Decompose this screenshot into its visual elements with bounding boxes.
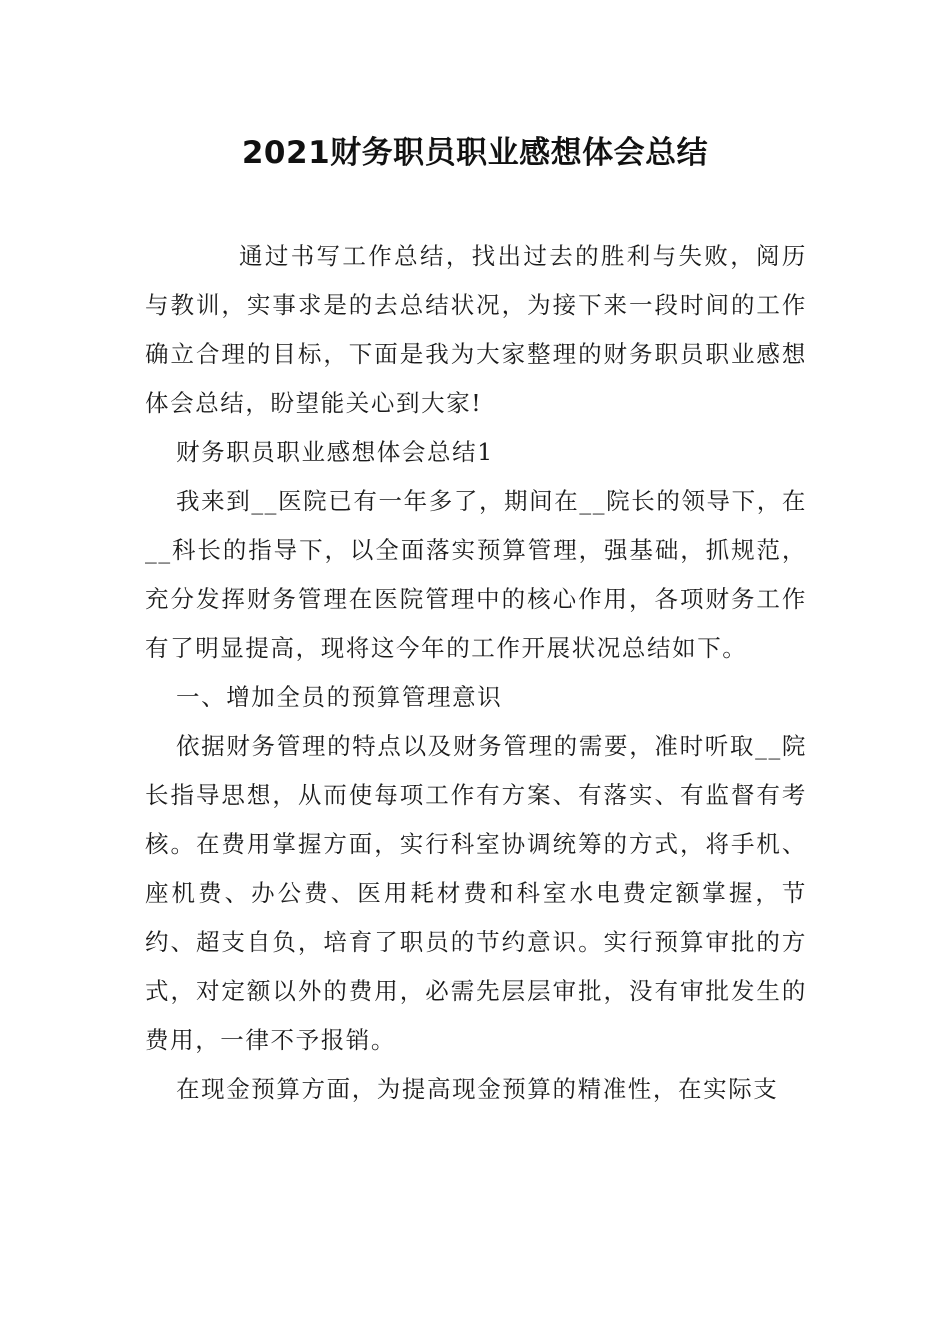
section-heading-budget-awareness: 一、增加全员的预算管理意识 [176,683,503,711]
intro-paragraph: 通过书写工作总结，找出过去的胜利与失败，阅历与教训，实事求是的去总结状况，为接下来一段时间的工作确立合理的目标，下面是我为大家整理的财务职员职业感想体会总结，盼望能关心到大家! [145,242,807,417]
section-heading-summary-1: 财务职员职业感想体会总结1 [176,438,494,466]
document-body [145,232,807,1114]
body-paragraph: 在现金预算方面，为提高现金预算的精准性，在实际支 [176,1075,779,1103]
body-paragraph: 依据财务管理的特点以及财务管理的需要，准时听取__院长指导思想，从而使每项工作有方案、有落实、有监督有考核。在费用掌握方面，实行科室协调统筹的方式，将手机、座机费、办公费、医用耗材费和科室水电费定额掌握，节约、超支自负，培育了职员的节约意识。实行预算审批的方式，对定额以外的费用，必需先层层审批，没有审批发生的费用，一律不予报销。 [145,732,807,1054]
document-title: 2021财务职员职业感想体会总结 [241,135,709,171]
body-paragraph: 我来到__医院已有一年多了，期间在__院长的领导下，在__科长的指导下，以全面落实预算管理，强基础，抓规范，充分发挥财务管理在医院管理中的核心作用，各项财务工作有了明显提高，现将这今年的工作开展状况总结如下。 [145,487,807,662]
